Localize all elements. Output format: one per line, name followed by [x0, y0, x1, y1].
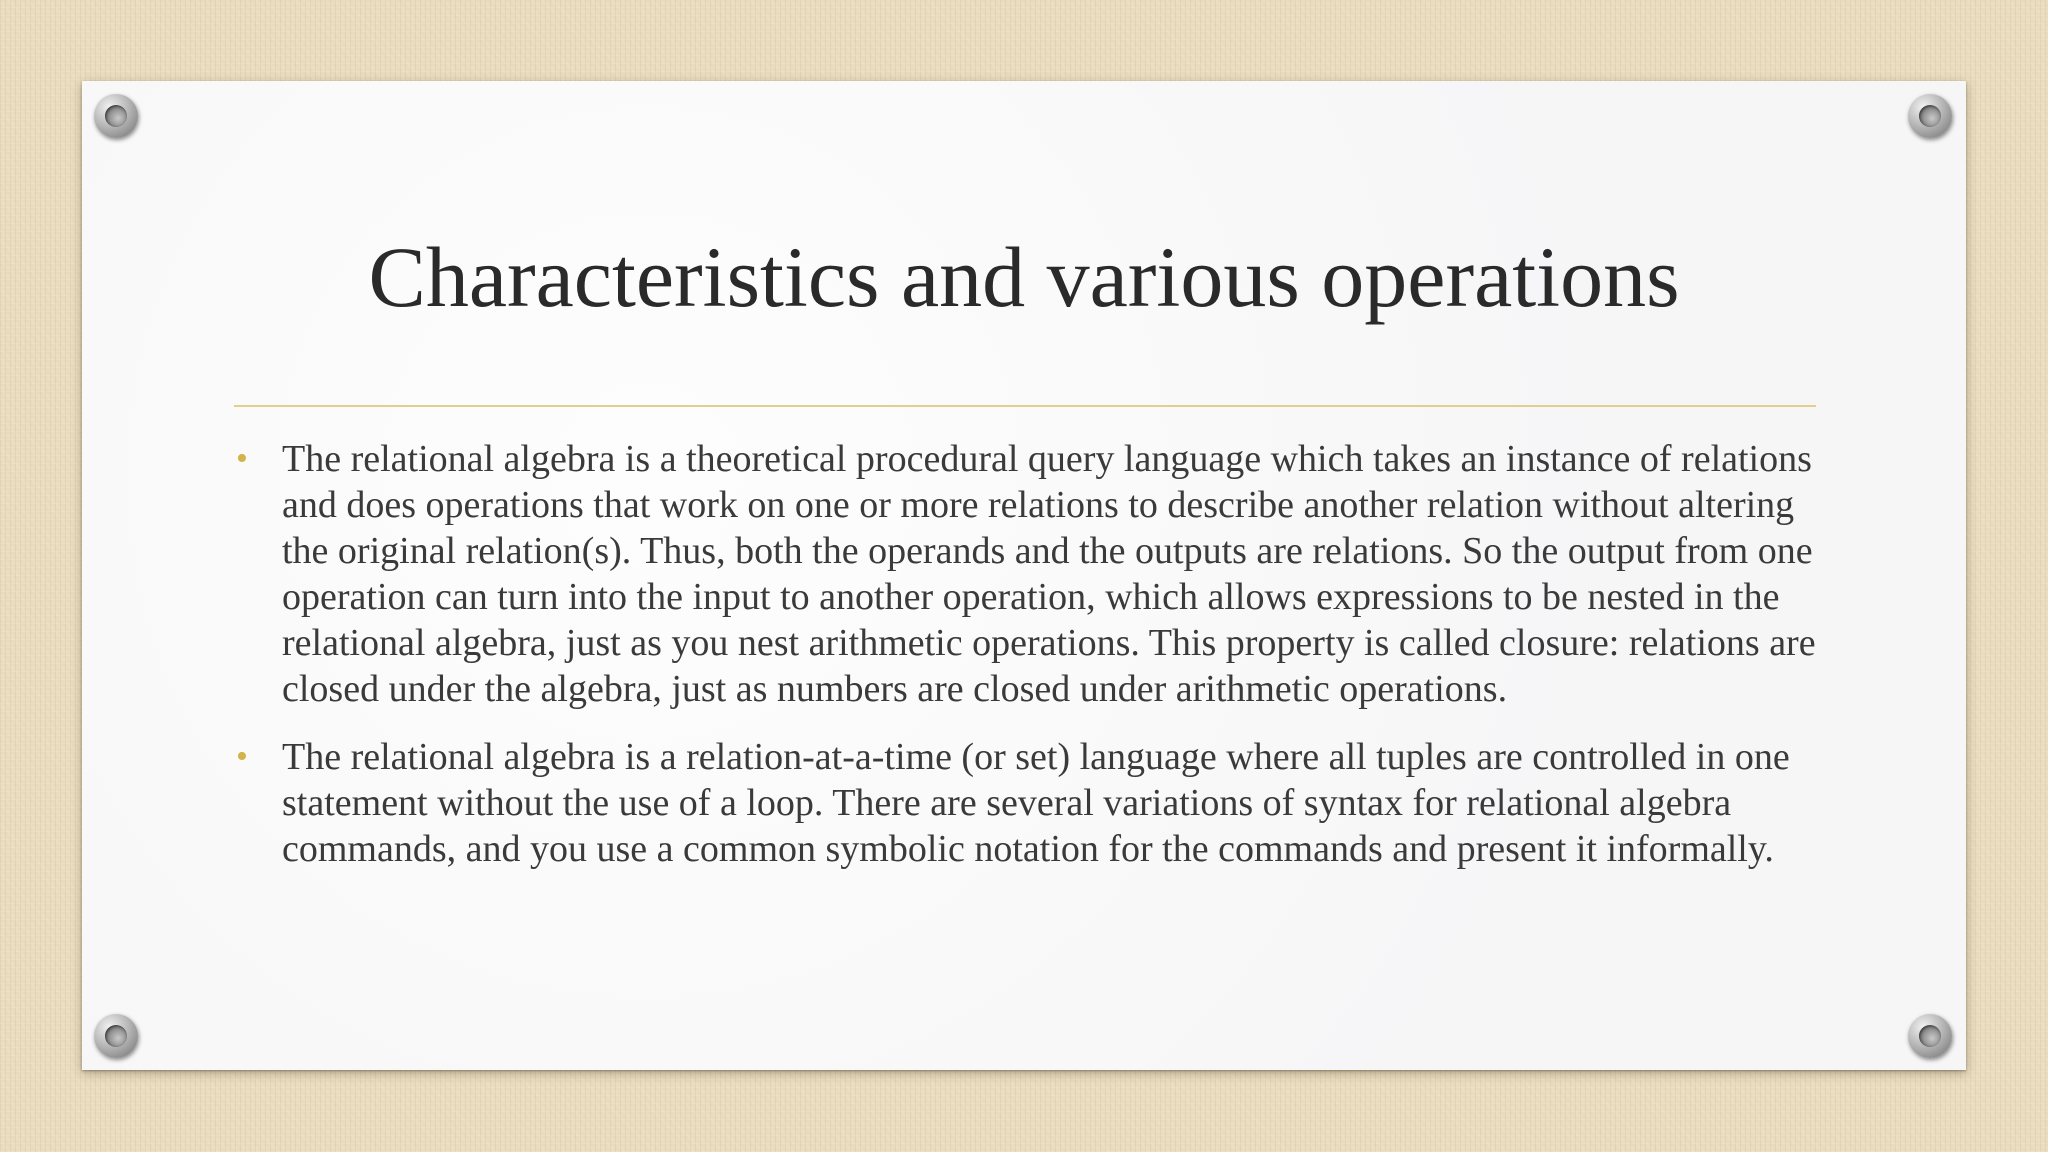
grommet-bottom-right [1908, 1014, 1952, 1058]
bullet-marker-2: • [236, 738, 248, 775]
slide-title: Characteristics and various operations [368, 229, 1680, 325]
bullet-marker-1: • [236, 440, 248, 477]
bullet-text-2: The relational algebra is a relation-at-a-time (or set) language where all tuples are controlled in one statement without the use of a loop. There are several variations of syntax for relational algebra commands, and you use a common symbolic notation for the commands and present it informally. [282, 736, 1790, 870]
grommet-top-right [1908, 94, 1952, 138]
grommet-bottom-left [94, 1014, 138, 1058]
bullet-text-1: The relational algebra is a theoretical procedural query language which takes an instance of relations and does operations that work on one or more relations to describe another relation without altering the original relation(s). Thus, both the operands and the outputs are relations. So the output from one operation can turn into the input to another operation, which allows expressions to be nested in the relational algebra, just as you nest arithmetic operations. This property is called closure: relations are closed under the algebra, just as numbers are closed under arithmetic operations. [282, 438, 1816, 710]
bullet-item-1 [234, 436, 1824, 712]
grommet-top-left [94, 94, 138, 138]
bullet-list [234, 436, 1824, 894]
bullet-item-2 [234, 734, 1824, 872]
title-divider [234, 405, 1816, 407]
